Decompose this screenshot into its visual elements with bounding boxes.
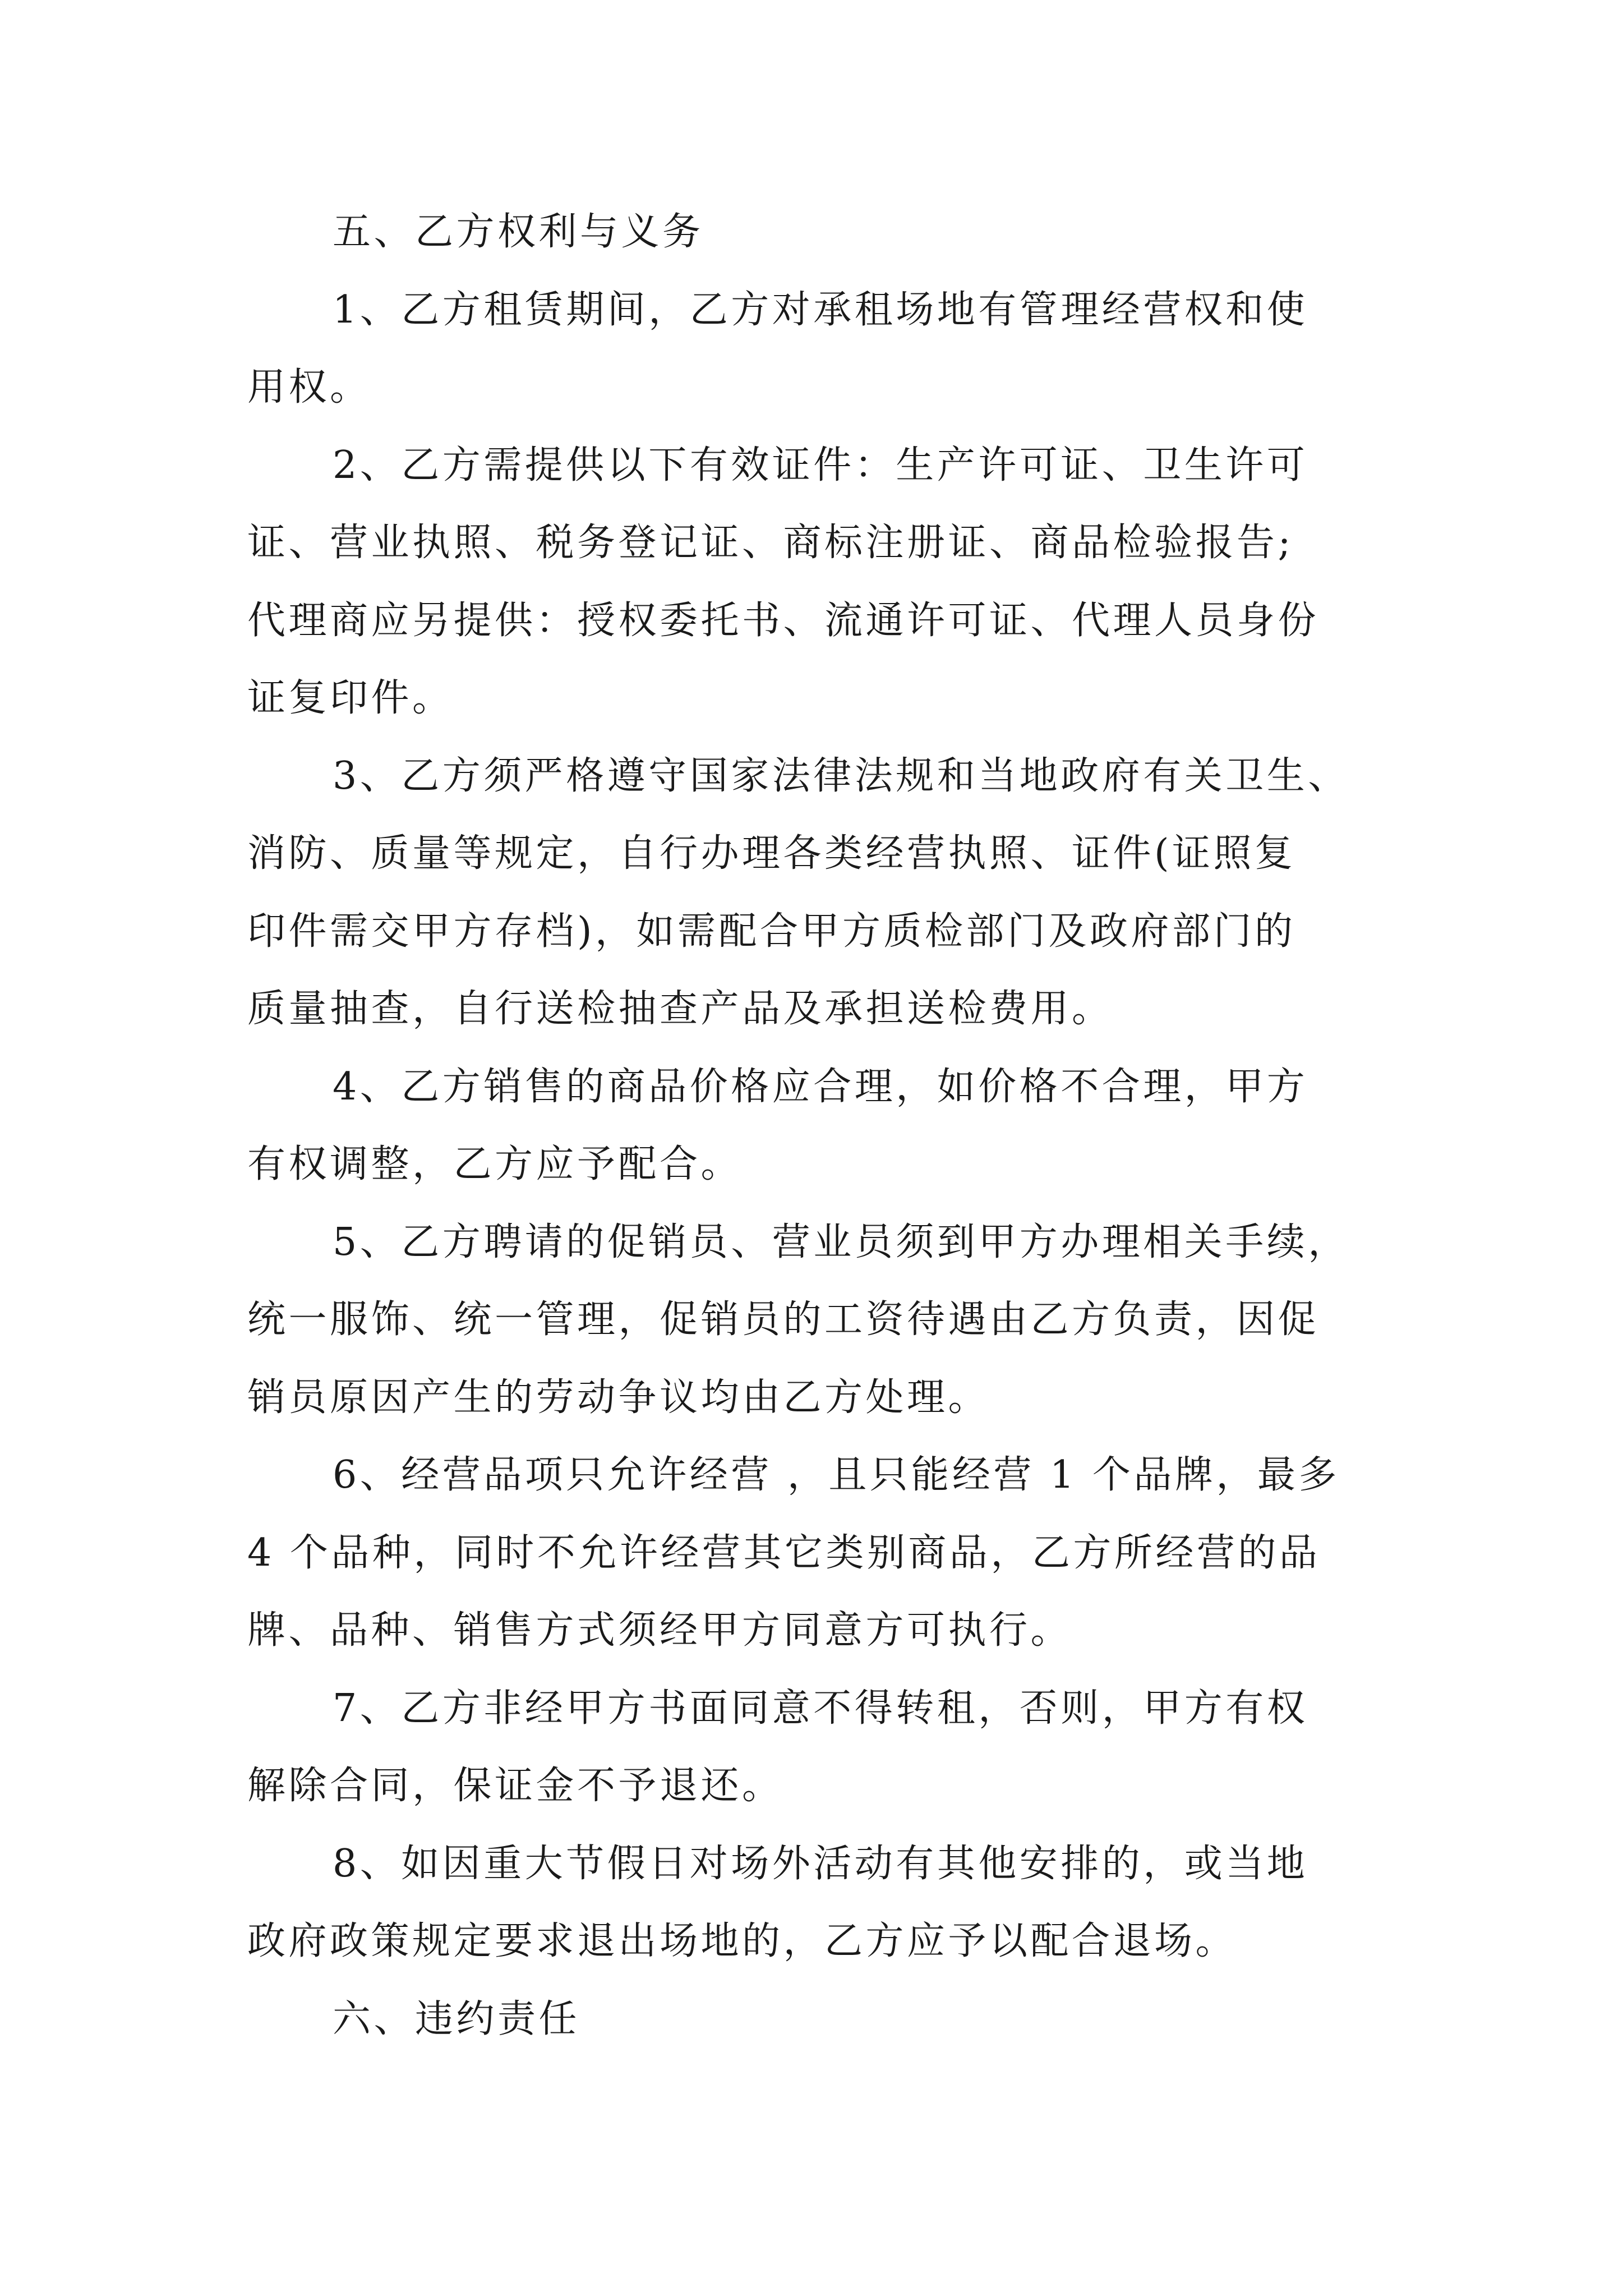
paragraph-line: 证、营业执照、税务登记证、商标注册证、商品检验报告; xyxy=(247,521,1294,565)
paragraph-line: 证复印件。 xyxy=(247,676,454,720)
paragraph-line: 代理商应另提供：授权委托书、流通许可证、代理人员身份 xyxy=(247,598,1320,643)
paragraph-line: 3、乙方须严格遵守国家法律法规和当地政府有关卫生、 xyxy=(333,753,1349,798)
paragraph-line: 解除合同，保证金不予退还。 xyxy=(247,1764,783,1808)
paragraph-line: 印件需交甲方存档)，如需配合甲方质检部门及政府部门的 xyxy=(247,909,1296,954)
paragraph-line: 政府政策规定要求退出场地的，乙方应予以配合退场。 xyxy=(247,1919,1237,1963)
paragraph-line: 质量抽查，自行送检抽查产品及承担送检费用。 xyxy=(247,987,1113,1031)
paragraph-line: 消防、质量等规定，自行办理各类经营执照、证件(证照复 xyxy=(247,831,1296,876)
paragraph-line: 2、乙方需提供以下有效证件：生产许可证、卫生许可 xyxy=(333,443,1308,487)
paragraph-line: 牌、品种、销售方式须经甲方同意方可执行。 xyxy=(247,1608,1072,1653)
paragraph-line: 1、乙方租赁期间，乙方对承租场地有管理经营权和使 xyxy=(333,287,1308,332)
paragraph-line: 4、乙方销售的商品价格应合理，如价格不合理，甲方 xyxy=(333,1064,1308,1109)
paragraph-line: 销员原因产生的劳动争议均由乙方处理。 xyxy=(247,1375,990,1420)
document-body xyxy=(247,194,1396,2058)
paragraph-line: 6、经营品项只允许经营 ，且只能经营 1 个品牌，最多 xyxy=(333,1453,1340,1497)
paragraph-line: 7、乙方非经甲方书面同意不得转租，否则，甲方有权 xyxy=(333,1686,1308,1731)
section-heading-rights-obligations: 五、乙方权利与义务 xyxy=(333,210,704,254)
paragraph-line: 4 个品种，同时不允许经营其它类别商品，乙方所经营的品 xyxy=(247,1530,1321,1575)
paragraph-line: 统一服饰、统一管理，促销员的工资待遇由乙方负责，因促 xyxy=(247,1297,1320,1342)
paragraph-line: 8、如因重大节假日对场外活动有其他安排的，或当地 xyxy=(333,1841,1308,1886)
paragraph-line: 有权调整，乙方应予配合。 xyxy=(247,1142,743,1186)
paragraph-line: 用权。 xyxy=(247,365,371,409)
section-heading-breach-liability: 六、违约责任 xyxy=(333,1996,580,2041)
paragraph-line: 5、乙方聘请的促销员、营业员须到甲方办理相关手续， xyxy=(333,1220,1349,1264)
